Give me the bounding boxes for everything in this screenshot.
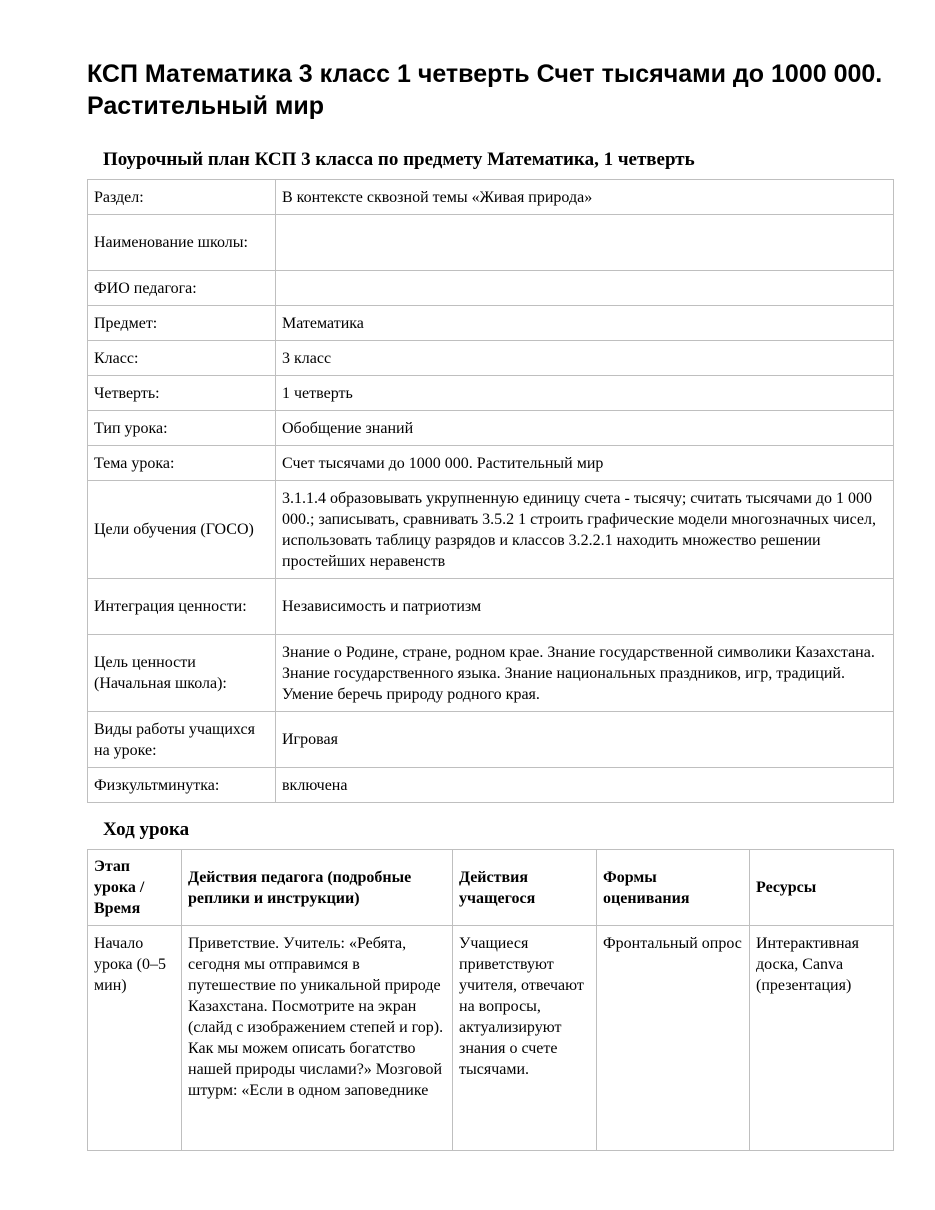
table-header-row — [88, 850, 894, 926]
row-value: 3 класс — [276, 341, 894, 376]
table-row — [88, 926, 894, 1151]
table-row — [88, 635, 894, 712]
resources-cell: Интерактивная доска, Canva (презентация) — [750, 926, 894, 1151]
row-label: Физкультминутка: — [88, 768, 276, 803]
stage-cell: Начало урока (0–5 мин) — [88, 926, 182, 1151]
row-label: Интеграция ценности: — [88, 579, 276, 635]
row-label: Цель ценности (Начальная школа): — [88, 635, 276, 712]
lesson-plan-table — [87, 179, 894, 803]
table-row — [88, 446, 894, 481]
table-row — [88, 376, 894, 411]
table-row — [88, 712, 894, 768]
row-label: Тип урока: — [88, 411, 276, 446]
column-header-assessment: Формы оценивания — [597, 850, 750, 926]
column-header-stage: Этап урока / Время — [88, 850, 182, 926]
row-label: Тема урока: — [88, 446, 276, 481]
row-value: 3.1.1.4 образовывать укрупненную единицу счета - тысячу; считать тысячами до 1 000 000.; записывать, сравнивать 3.5.2 1 строить графические модели многозначных чисел, использовать таблицу разрядов и классов 3.2.2.1 находить множество решении простейших неравенств — [276, 481, 894, 579]
teacher-actions-cell: Приветствие. Учитель: «Ребята, сегодня мы отправимся в путешествие по уникальной природе Казахстана. Посмотрите на экран (слайд с изображением степей и гор). Как мы можем описать богатство нашей природы числами?» Мозговой штурм: «Если в одном заповеднике — [182, 926, 453, 1151]
row-label: Виды работы учащихся на уроке: — [88, 712, 276, 768]
table-row — [88, 215, 894, 271]
table-row — [88, 180, 894, 215]
plan-heading: Поурочный план КСП 3 класса по предмету Математика, 1 четверть — [103, 149, 695, 170]
row-value: Обобщение знаний — [276, 411, 894, 446]
row-value — [276, 271, 894, 306]
row-value: В контексте сквозной темы «Живая природа» — [276, 180, 894, 215]
row-value: включена — [276, 768, 894, 803]
table-row — [88, 306, 894, 341]
student-actions-cell: Учащиеся приветствуют учителя, отвечают на вопросы, актуализируют знания о счете тысячами. — [453, 926, 597, 1151]
column-header-student-actions: Действия учащегося — [453, 850, 597, 926]
table-row — [88, 271, 894, 306]
column-header-teacher-actions: Действия педагога (подробные реплики и инструкции) — [182, 850, 453, 926]
assessment-cell: Фронтальный опрос — [597, 926, 750, 1151]
row-label: Раздел: — [88, 180, 276, 215]
row-label: ФИО педагога: — [88, 271, 276, 306]
row-value: Игровая — [276, 712, 894, 768]
table-row — [88, 579, 894, 635]
document-title: КСП Математика 3 класс 1 четверть Счет тысячами до 1000 000. Растительный мир — [87, 60, 883, 120]
column-header-resources: Ресурсы — [750, 850, 894, 926]
table-row — [88, 481, 894, 579]
lesson-course-table — [87, 849, 894, 1151]
row-value: Математика — [276, 306, 894, 341]
row-label: Четверть: — [88, 376, 276, 411]
row-value: 1 четверть — [276, 376, 894, 411]
table-row — [88, 768, 894, 803]
row-value: Независимость и патриотизм — [276, 579, 894, 635]
course-heading: Ход урока — [103, 819, 190, 840]
row-label: Наименование школы: — [88, 215, 276, 271]
row-value: Знание о Родине, стране, родном крае. Знание государственной символики Казахстана. Знание государственного языка. Знание национальных праздников, игр, традиций. Умение беречь природу родного края. — [276, 635, 894, 712]
table-row — [88, 341, 894, 376]
row-value — [276, 215, 894, 271]
row-label: Класс: — [88, 341, 276, 376]
row-label: Цели обучения (ГОСО) — [88, 481, 276, 579]
row-label: Предмет: — [88, 306, 276, 341]
row-value: Счет тысячами до 1000 000. Растительный мир — [276, 446, 894, 481]
table-row — [88, 411, 894, 446]
